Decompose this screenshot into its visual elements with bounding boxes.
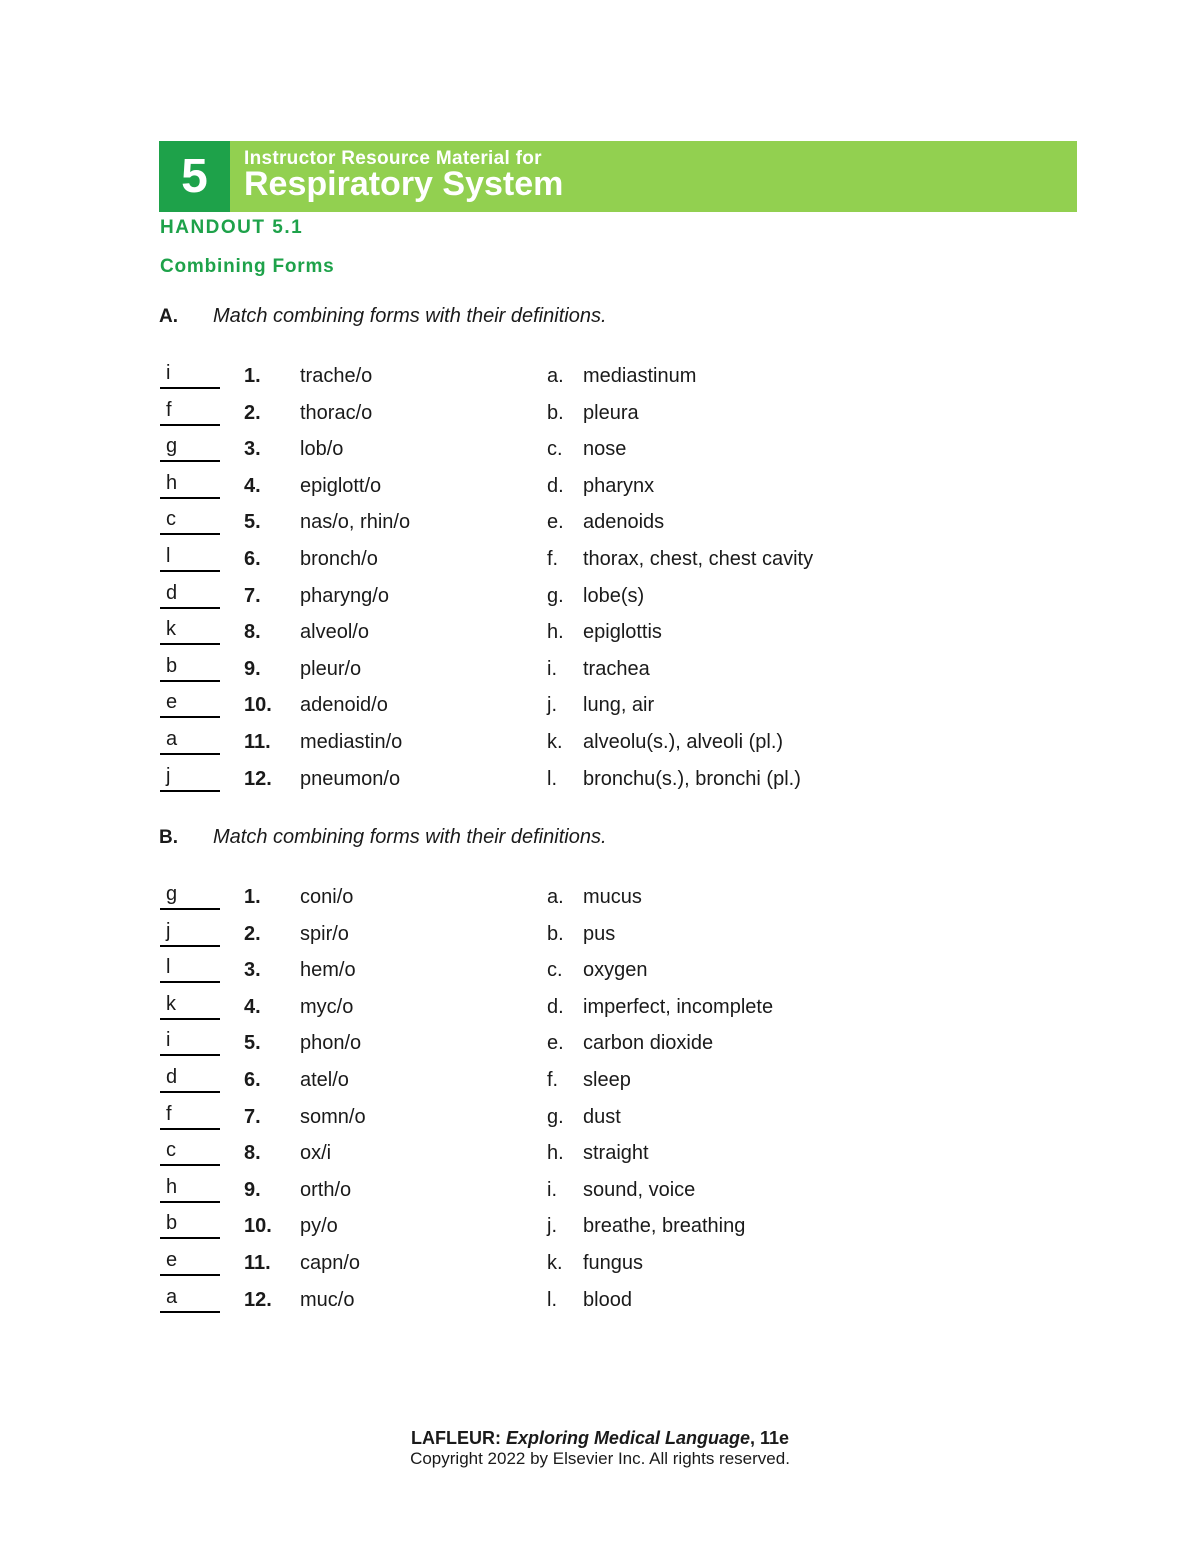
list-item xyxy=(0,435,1200,468)
combining-form: muc/o xyxy=(300,1289,355,1311)
combining-form: lob/o xyxy=(300,438,344,460)
item-number: 8. xyxy=(244,621,261,643)
definition-letter: a. xyxy=(547,886,564,908)
item-number: 11. xyxy=(244,731,271,753)
list-item xyxy=(0,956,1200,989)
answer-blank[interactable] xyxy=(160,1140,220,1166)
definition-text: oxygen xyxy=(583,959,648,981)
combining-form: spir/o xyxy=(300,923,349,945)
answer-blank[interactable] xyxy=(160,692,220,718)
list-item xyxy=(0,1286,1200,1319)
definition-text: alveolu(s.), alveoli (pl.) xyxy=(583,731,784,753)
answer-blank[interactable] xyxy=(160,921,220,947)
answer-value: a xyxy=(166,1286,178,1308)
answer-blank[interactable] xyxy=(160,1250,220,1276)
answer-blank[interactable] xyxy=(160,994,220,1020)
answer-blank[interactable] xyxy=(160,400,220,426)
answer-value: k xyxy=(166,618,176,640)
combining-form: bronch/o xyxy=(300,548,378,570)
list-item xyxy=(0,691,1200,724)
item-number: 12. xyxy=(244,1289,272,1311)
definition-letter: b. xyxy=(547,923,564,945)
combining-form: epiglott/o xyxy=(300,475,382,497)
definition-text: straight xyxy=(583,1142,649,1164)
section-subheading: Combining Forms xyxy=(160,256,335,277)
definition-text: trachea xyxy=(583,658,650,680)
chapter-number: 5 xyxy=(159,141,230,212)
answer-blank[interactable] xyxy=(160,1287,220,1313)
answer-value: d xyxy=(166,1066,178,1088)
combining-form: pleur/o xyxy=(300,658,362,680)
answer-value: b xyxy=(166,1212,178,1234)
answer-value: f xyxy=(166,1103,172,1125)
combining-form: atel/o xyxy=(300,1069,349,1091)
list-item xyxy=(0,1103,1200,1136)
definition-letter: j. xyxy=(547,694,557,716)
definition-text: carbon dioxide xyxy=(583,1032,714,1054)
banner-title: Respiratory System xyxy=(244,165,564,203)
definition-text: mediastinum xyxy=(583,365,697,387)
answer-value: i xyxy=(166,1029,171,1051)
combining-form: phon/o xyxy=(300,1032,362,1054)
definition-letter: k. xyxy=(547,1252,563,1274)
footer-edition: , 11e xyxy=(749,1428,790,1448)
answer-value: c xyxy=(166,1139,176,1161)
combining-form: nas/o, rhin/o xyxy=(300,511,411,533)
definition-letter: a. xyxy=(547,365,564,387)
answer-blank[interactable] xyxy=(160,729,220,755)
definition-text: fungus xyxy=(583,1252,644,1274)
item-number: 1. xyxy=(244,886,261,908)
item-number: 10. xyxy=(244,1215,272,1237)
answer-blank[interactable] xyxy=(160,436,220,462)
footer-copyright: Copyright 2022 by Elsevier Inc. All rights reserved. xyxy=(410,1449,790,1468)
definition-letter: l. xyxy=(547,1289,557,1311)
definition-letter: b. xyxy=(547,402,564,424)
list-item xyxy=(0,1212,1200,1245)
combining-form: pharyng/o xyxy=(300,585,389,607)
list-item xyxy=(0,883,1200,916)
definition-text: adenoids xyxy=(583,511,665,533)
definition-text: pus xyxy=(583,923,616,945)
list-item xyxy=(0,728,1200,761)
banner-subtitle: Instructor Resource Material for xyxy=(244,148,542,169)
definition-letter: i. xyxy=(547,658,557,680)
definition-text: imperfect, incomplete xyxy=(583,996,774,1018)
handout-label: HANDOUT 5.1 xyxy=(160,217,304,238)
answer-value: h xyxy=(166,472,178,494)
answer-blank[interactable] xyxy=(160,1104,220,1130)
item-number: 10. xyxy=(244,694,272,716)
answer-value: i xyxy=(166,362,171,384)
answer-value: l xyxy=(166,956,171,978)
list-item xyxy=(0,508,1200,541)
answer-value: f xyxy=(166,399,172,421)
definition-text: blood xyxy=(583,1289,632,1311)
combining-form: py/o xyxy=(300,1215,338,1237)
item-number: 4. xyxy=(244,996,261,1018)
combining-form: mediastin/o xyxy=(300,731,403,753)
item-number: 3. xyxy=(244,438,261,460)
list-item xyxy=(0,472,1200,505)
item-number: 6. xyxy=(244,1069,261,1091)
item-number: 2. xyxy=(244,923,261,945)
definition-letter: i. xyxy=(547,1179,557,1201)
answer-value: e xyxy=(166,691,178,713)
answer-blank[interactable] xyxy=(160,363,220,389)
item-number: 9. xyxy=(244,1179,261,1201)
answer-value: e xyxy=(166,1249,178,1271)
definition-text: pleura xyxy=(583,402,639,424)
item-number: 12. xyxy=(244,768,272,790)
combining-form: thorac/o xyxy=(300,402,373,424)
combining-form: ox/i xyxy=(300,1142,332,1164)
definition-text: sound, voice xyxy=(583,1179,696,1201)
combining-form: trache/o xyxy=(300,365,373,387)
definition-text: bronchu(s.), bronchi (pl.) xyxy=(583,768,801,790)
combining-form: capn/o xyxy=(300,1252,361,1274)
item-number: 5. xyxy=(244,511,261,533)
answer-value: g xyxy=(166,435,178,457)
chapter-banner xyxy=(159,141,1077,212)
footer-book-title: Exploring Medical Language xyxy=(505,1428,750,1448)
item-number: 3. xyxy=(244,959,261,981)
footer-citation xyxy=(0,1428,1200,1449)
definition-letter: f. xyxy=(547,1069,559,1091)
list-item xyxy=(0,655,1200,688)
definition-letter: d. xyxy=(547,475,564,497)
list-item xyxy=(0,399,1200,432)
footer-author: LAFLEUR: xyxy=(410,1428,506,1448)
list-item xyxy=(0,362,1200,395)
answer-value: g xyxy=(166,883,178,905)
item-number: 4. xyxy=(244,475,261,497)
list-item xyxy=(0,1249,1200,1282)
answer-value: d xyxy=(166,582,178,604)
answer-value: h xyxy=(166,1176,178,1198)
list-item xyxy=(0,618,1200,651)
item-number: 7. xyxy=(244,1106,261,1128)
item-number: 6. xyxy=(244,548,261,570)
item-number: 1. xyxy=(244,365,261,387)
definition-text: pharynx xyxy=(583,475,655,497)
section-a-letter: A. xyxy=(159,306,178,327)
section-a-instruction: Match combining forms with their definitions. xyxy=(213,305,607,327)
definition-text: nose xyxy=(583,438,627,460)
answer-blank[interactable] xyxy=(160,766,220,792)
item-number: 5. xyxy=(244,1032,261,1054)
combining-form: alveol/o xyxy=(300,621,369,643)
combining-form: hem/o xyxy=(300,959,356,981)
answer-blank[interactable] xyxy=(160,957,220,983)
list-item xyxy=(0,1029,1200,1062)
answer-blank[interactable] xyxy=(160,1177,220,1203)
combining-form: adenoid/o xyxy=(300,694,388,716)
combining-form: pneumon/o xyxy=(300,768,401,790)
definition-letter: h. xyxy=(547,1142,564,1164)
answer-value: b xyxy=(166,655,178,677)
definition-letter: k. xyxy=(547,731,563,753)
definition-letter: h. xyxy=(547,621,564,643)
combining-form: coni/o xyxy=(300,886,354,908)
definition-text: mucus xyxy=(583,886,642,908)
answer-blank[interactable] xyxy=(160,1067,220,1093)
list-item xyxy=(0,765,1200,798)
item-number: 8. xyxy=(244,1142,261,1164)
definition-text: thorax, chest, chest cavity xyxy=(583,548,814,570)
answer-blank[interactable] xyxy=(160,546,220,572)
combining-form: myc/o xyxy=(300,996,354,1018)
item-number: 9. xyxy=(244,658,261,680)
definition-text: lobe(s) xyxy=(583,585,645,607)
answer-value: l xyxy=(166,545,171,567)
answer-blank[interactable] xyxy=(160,583,220,609)
definition-text: sleep xyxy=(583,1069,631,1091)
list-item xyxy=(0,920,1200,953)
answer-value: a xyxy=(166,728,178,750)
section-b-letter: B. xyxy=(159,827,178,848)
definition-letter: l. xyxy=(547,768,557,790)
answer-blank[interactable] xyxy=(160,509,220,535)
answer-blank[interactable] xyxy=(160,619,220,645)
definition-letter: c. xyxy=(547,438,563,460)
definition-letter: e. xyxy=(547,1032,564,1054)
list-item xyxy=(0,545,1200,578)
answer-value: k xyxy=(166,993,176,1015)
item-number: 2. xyxy=(244,402,261,424)
list-item xyxy=(0,1176,1200,1209)
definition-letter: j. xyxy=(547,1215,557,1237)
answer-blank[interactable] xyxy=(160,884,220,910)
list-item xyxy=(0,1139,1200,1172)
definition-letter: g. xyxy=(547,1106,564,1128)
definition-text: epiglottis xyxy=(583,621,662,643)
section-b-instruction: Match combining forms with their definitions. xyxy=(213,826,607,848)
answer-value: c xyxy=(166,508,176,530)
list-item xyxy=(0,993,1200,1026)
definition-text: dust xyxy=(583,1106,621,1128)
definition-letter: c. xyxy=(547,959,563,981)
combining-form: orth/o xyxy=(300,1179,352,1201)
item-number: 7. xyxy=(244,585,261,607)
answer-blank[interactable] xyxy=(160,1030,220,1056)
list-item xyxy=(0,582,1200,615)
definition-letter: f. xyxy=(547,548,559,570)
answer-value: j xyxy=(166,920,171,942)
answer-value: j xyxy=(166,765,171,787)
answer-blank[interactable] xyxy=(160,1213,220,1239)
definition-letter: e. xyxy=(547,511,564,533)
definition-letter: d. xyxy=(547,996,564,1018)
definition-letter: g. xyxy=(547,585,564,607)
definition-text: lung, air xyxy=(583,694,655,716)
definition-text: breathe, breathing xyxy=(583,1215,746,1237)
combining-form: somn/o xyxy=(300,1106,366,1128)
answer-blank[interactable] xyxy=(160,473,220,499)
answer-blank[interactable] xyxy=(160,656,220,682)
item-number: 11. xyxy=(244,1252,271,1274)
list-item xyxy=(0,1066,1200,1099)
